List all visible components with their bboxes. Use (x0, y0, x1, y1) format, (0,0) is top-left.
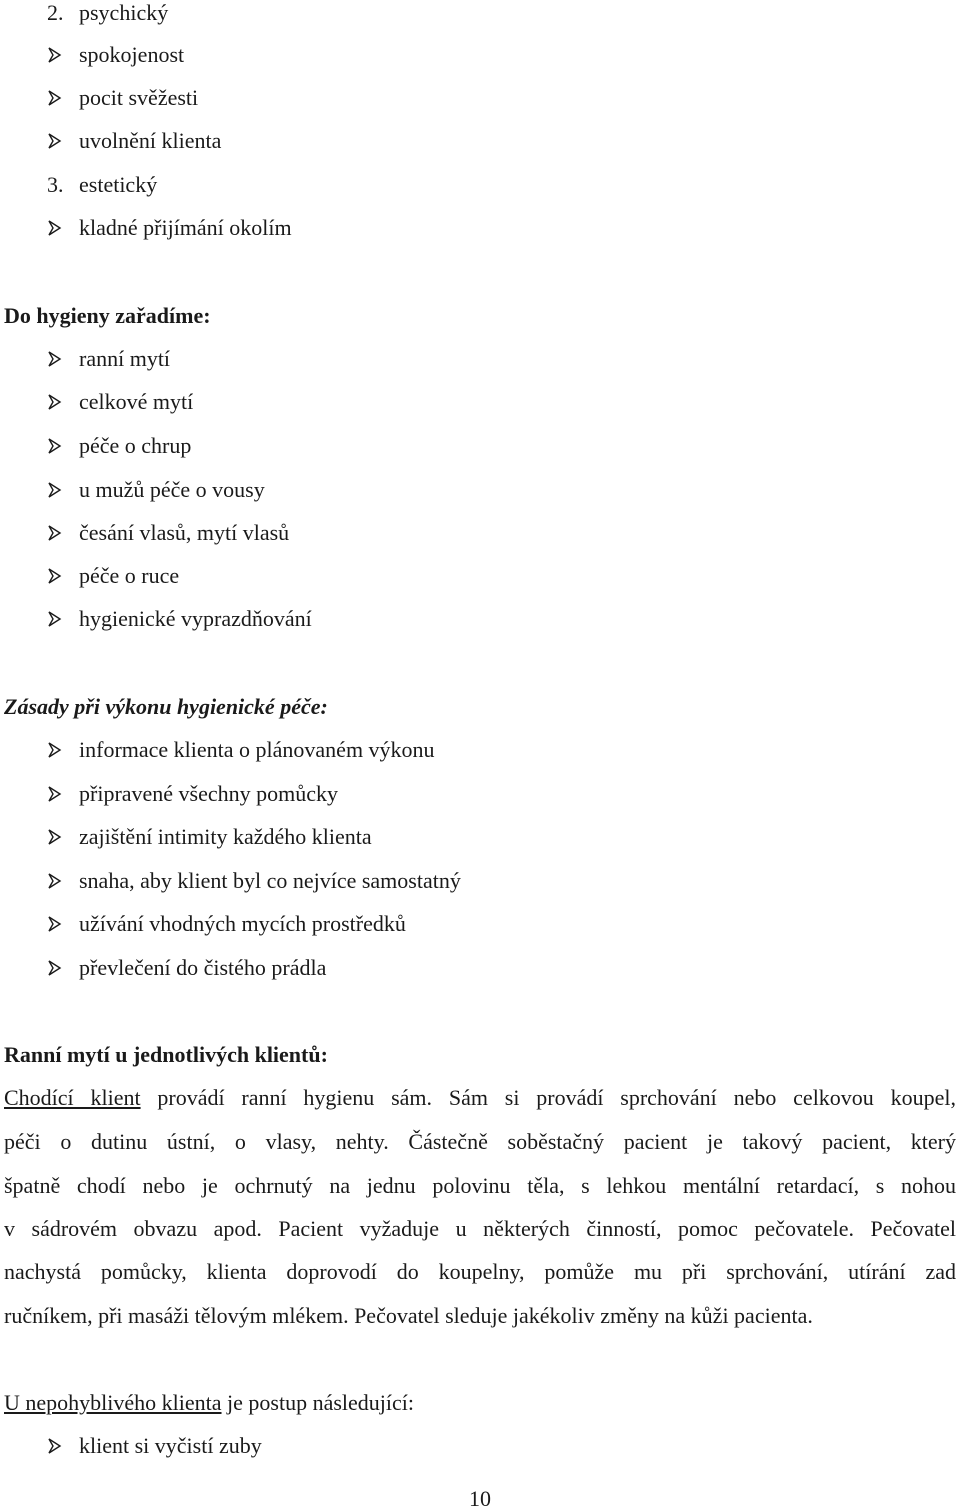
item-label: psychický (79, 0, 169, 25)
page-number: 10 (469, 1486, 491, 1511)
numbered-item-2 (0, 0, 960, 26)
paragraph-line (4, 1085, 956, 1111)
arrowhead-bullet-icon (46, 525, 62, 541)
arrowhead-bullet-icon (46, 394, 62, 410)
list-item (0, 346, 960, 372)
list-item-text: česání vlasů, mytí vlasů (79, 520, 290, 545)
list-item (0, 868, 960, 894)
arrowhead-bullet-icon (46, 916, 62, 932)
arrowhead-bullet-icon (46, 90, 62, 106)
list-item (0, 955, 960, 981)
list-item-text: péče o chrup (79, 433, 192, 458)
list-item (0, 824, 960, 850)
arrowhead-bullet-icon (46, 351, 62, 367)
list-item-text: převlečení do čistého prádla (79, 955, 327, 980)
arrowhead-bullet-icon (46, 47, 62, 63)
list-item-text: spokojenost (79, 42, 185, 67)
arrowhead-bullet-icon (46, 786, 62, 802)
paragraph-line: nachystá pomůcky, klienta doprovodí do koupelny, pomůže mu při sprchování, utírání zad (4, 1259, 956, 1284)
list-item-text: zajištění intimity každého klienta (79, 824, 372, 849)
list-item-text: ranní mytí (79, 346, 171, 371)
arrowhead-bullet-icon (46, 482, 62, 498)
numbered-item-3 (0, 172, 960, 198)
list-item-text: užívání vhodných mycích prostředků (79, 911, 406, 936)
underlined-term: Chodící klient (4, 1085, 141, 1110)
arrowhead-bullet-icon (46, 829, 62, 845)
list-item-text: péče o ruce (79, 563, 180, 588)
list-item (0, 433, 960, 459)
morning-heading: Ranní mytí u jednotlivých klientů: (4, 1042, 328, 1067)
list-item-text: snaha, aby klient byl co nejvíce samostatný (79, 868, 461, 893)
arrowhead-bullet-icon (46, 1438, 62, 1454)
list-item-text: u mužů péče o vousy (79, 477, 265, 502)
arrowhead-bullet-icon (46, 568, 62, 584)
list-item-text: uvolnění klienta (79, 128, 222, 153)
paragraph-line: špatně chodí nebo je ochrnutý na jednu polovinu těla, s lehkou mentální retardací, s nohou (4, 1173, 956, 1198)
list-item (0, 606, 960, 632)
arrowhead-bullet-icon (46, 220, 62, 236)
list-item-text: pocit svěžesti (79, 85, 199, 110)
arrowhead-bullet-icon (46, 611, 62, 627)
list-item-text: hygienické vyprazdňování (79, 606, 312, 631)
arrowhead-bullet-icon (46, 742, 62, 758)
hygiene-heading: Do hygieny zařadíme: (4, 303, 211, 328)
list-item-text: celkové mytí (79, 389, 194, 414)
paragraph-text: provádí ranní hygienu sám. Sám si provádí sprchování nebo celkovou koupel, (140, 1085, 956, 1110)
underlined-term: U nepohyblivého klienta (4, 1390, 222, 1415)
arrowhead-bullet-icon (46, 133, 62, 149)
list-item-text: klient si vyčistí zuby (79, 1433, 262, 1458)
list-item (0, 520, 960, 546)
paragraph-line: péči o dutinu ústní, o vlasy, nehty. Částečně soběstačný pacient je takový pacient, který (4, 1129, 956, 1154)
list-item (0, 215, 960, 241)
arrowhead-bullet-icon (46, 960, 62, 976)
list-item (0, 128, 960, 154)
item-number: 3. (47, 172, 64, 197)
arrowhead-bullet-icon (46, 873, 62, 889)
principles-heading: Zásady při výkonu hygienické péče: (4, 694, 328, 719)
list-item (0, 477, 960, 503)
item-number: 2. (47, 0, 64, 25)
arrowhead-bullet-icon (46, 438, 62, 454)
list-item (0, 781, 960, 807)
list-item-text: kladné přijímání okolím (79, 215, 292, 240)
item-label: estetický (79, 172, 158, 197)
list-item (0, 389, 960, 415)
list-item-text: připravené všechny pomůcky (79, 781, 339, 806)
immobile-intro (4, 1390, 414, 1416)
list-item (0, 911, 960, 937)
intro-text: je postup následující: (221, 1390, 414, 1415)
list-item (0, 1433, 960, 1459)
paragraph-line: ručníkem, při masáži tělovým mlékem. Pečovatel sleduje jakékoliv změny na kůži pacienta. (4, 1303, 813, 1328)
paragraph-line: v sádrovém obvazu apod. Pacient vyžaduje u některých činností, pomoc pečovatele. Pečovatel (4, 1216, 956, 1241)
list-item-text: informace klienta o plánovaném výkonu (79, 737, 435, 762)
list-item (0, 563, 960, 589)
list-item (0, 737, 960, 763)
list-item (0, 85, 960, 111)
list-item (0, 42, 960, 68)
